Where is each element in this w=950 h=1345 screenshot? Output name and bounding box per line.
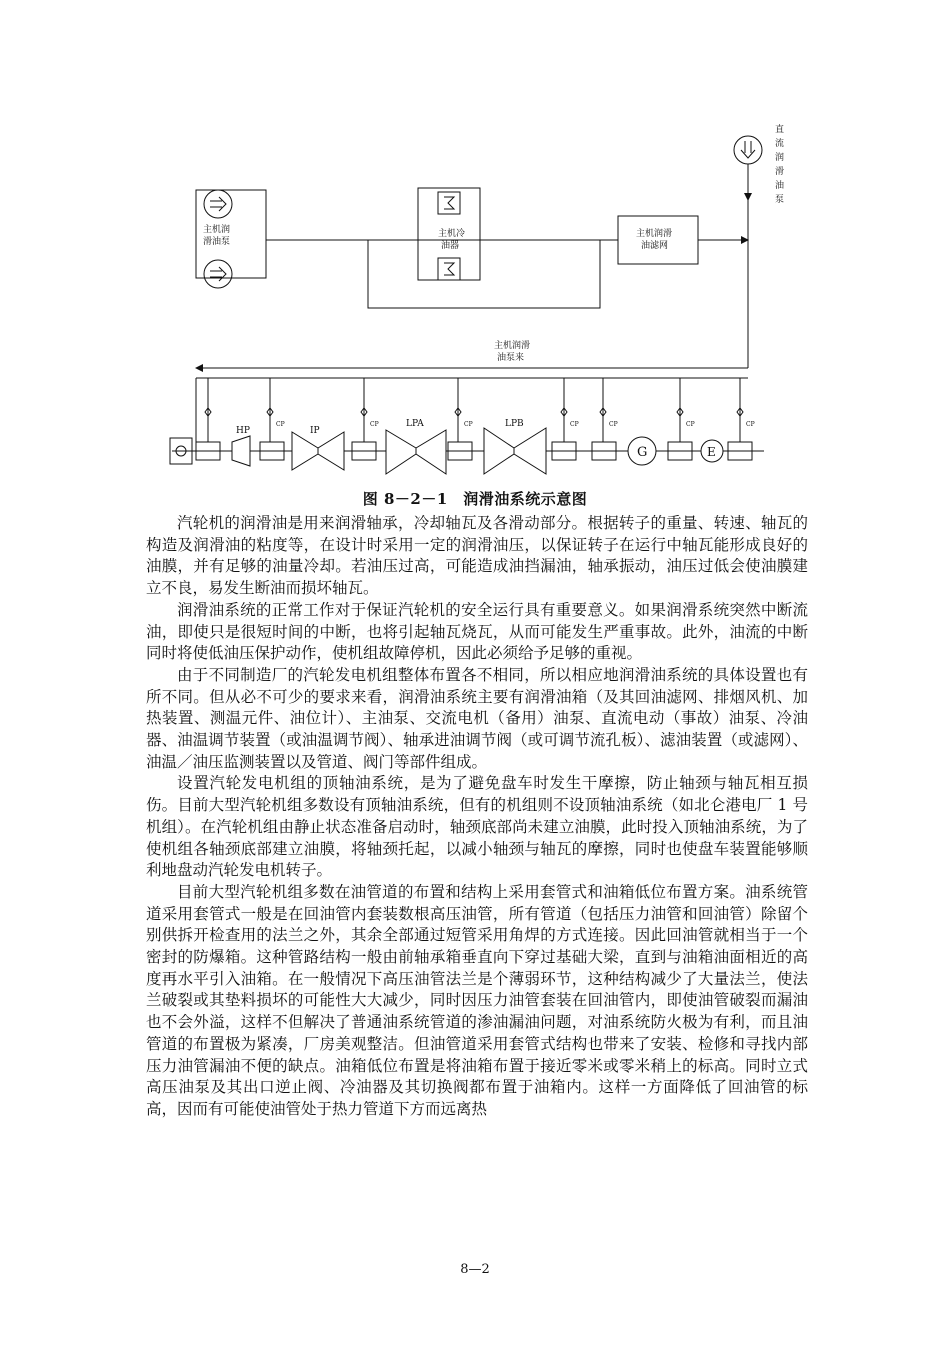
dc-lube-pump-icon — [734, 136, 762, 164]
page-number: 8—2 — [460, 1262, 490, 1277]
unit-lpa-label: LPA — [406, 419, 424, 429]
dc-pump-label-1: 直 — [775, 125, 785, 135]
valve-tag: CP — [276, 421, 285, 428]
unit-ip-label: IP — [310, 426, 320, 436]
cooler-label-2: 油器 — [441, 241, 460, 251]
supply-label-1: 主机润滑 — [494, 341, 531, 351]
dc-pump-label-4: 滑 — [775, 167, 785, 177]
paragraph: 目前大型汽轮机组多数在油管道的布置和结构上采用套管式和油箱低位布置方案。油系统管道采用套管式一般是在回油管内套装数根高压油管，所有管道（包括压力油管和回油管）除留个别供拆开检查用的法兰之外，其余全部通过短管采用角焊的方式连接。因此回油管就相当于一个密封的防爆箱。这种管路结构一般由前轴承箱垂直向下穿过基础大梁，直到与油箱油面相近的高度再水平引入油箱。在一般情况下高压油管法兰是个薄弱环节，这种结构减少了大量法兰，使法兰破裂或其垫料损坏的可能性大大减少，同时因压力油管套装在回油管内，即使油管破裂而漏油也不会外溢，这样不但解决了普通油系统管道的渗油漏油问题，对油系统防火极为有利，而且油管道的布置极为紧凑，厂房美观整洁。但油管道采用套管式结构也带来了安装、检修和寻找内部压力油管漏油不便的缺点。油箱低位布置是将油箱布置于接近零米或零米稍上的标高。同时立式高压油泵及其出口逆止阀、冷油器及其切换阀都布置于油箱内。这样一方面降低了回油管的标高，因而有可能使油管处于热力管道下方而远离热 — [146, 882, 808, 1118]
oil-filter-box — [618, 216, 698, 264]
cooler-icon-top — [438, 192, 460, 214]
main-pump-label-2: 滑油泵 — [203, 237, 231, 247]
unit-g-label: G — [637, 445, 648, 460]
ip-turbine — [292, 432, 344, 470]
unit-lpb-label: LPB — [505, 419, 524, 429]
dc-pump-label-3: 润 — [775, 153, 785, 163]
valve-tag: CP — [746, 421, 755, 428]
lpb-turbine — [484, 428, 546, 474]
paragraph: 汽轮机的润滑油是用来润滑轴承，冷却轴瓦及各滑动部分。根据转子的重量、转速、轴瓦的构造及润滑油的粘度等，在设计时采用一定的润滑油压，以保证转子在运行中轴瓦能形成良好的油膜，并有足够的油量冷却。若油压过高，可能造成油挡漏油，轴承振动，油压过低会使油膜建立不良，易发生断油而损坏轴瓦。 — [146, 514, 808, 598]
filter-label-2: 油滤网 — [641, 241, 669, 251]
dc-pump-label-2: 流 — [775, 139, 785, 149]
unit-e-label: E — [707, 445, 716, 459]
filter-label-1: 主机润滑 — [636, 229, 673, 239]
supply-label-2: 油泵来 — [497, 353, 525, 363]
figure-caption: 图 8－2－1 润滑油系统示意图 — [362, 490, 588, 508]
valve-tag: CP — [464, 421, 473, 428]
hp-turbine — [232, 436, 250, 466]
main-lube-pump-bottom — [204, 260, 232, 288]
branch-lines — [196, 378, 740, 442]
lube-oil-system-diagram — [0, 0, 950, 500]
paragraph: 润滑油系统的正常工作对于保证汽轮机的安全运行具有重要意义。如果润滑系统突然中断流油，即使只是很短时间的中断，也将引起轴瓦烧瓦，从而可能发生严重事故。此外，油流的中断同时将使低油压保护动作，使机组故障停机，因此必须给予足够的重视。 — [146, 600, 808, 663]
cooler-label-1: 主机冷 — [438, 229, 466, 239]
valve-tag: CP — [686, 421, 695, 428]
branch-valves — [205, 408, 743, 416]
valve-tag: CP — [570, 421, 579, 428]
main-pump-label-1: 主机润 — [203, 225, 231, 235]
unit-hp-label: HP — [236, 426, 250, 436]
lpa-turbine — [386, 430, 446, 474]
cooler-icon-bottom — [438, 258, 460, 280]
paragraph: 由于不同制造厂的汽轮发电机组整体布置各不相同，所以相应地润滑油系统的具体设置也有所不同。但从必不可少的要求来看，润滑油系统主要有润滑油箱（及其回油滤网、排烟风机、加热装置、测温元件、油位计）、主油泵、交流电机（备用）油泵、直流电动（事故）油泵、冷油器、油温调节装置（或油温调节阀）、轴承进油调节阀（或可调节流孔板）、滤油装置（或滤网）、油温／油压监测装置以及管道、阀门等部件组成。 — [146, 665, 808, 771]
valve-tag: CP — [370, 421, 379, 428]
paragraph: 设置汽轮发电机组的顶轴油系统，是为了避免盘车时发生干摩擦，防止轴颈与轴瓦相互损伤。目前大型汽轮机组多数设有顶轴油系统，但有的机组则不设顶轴油系统（如北仑港电厂 1 号机组）。在汽轮机组由静止状态准备启动时，轴颈底部尚未建立油膜，此时投入顶轴油系统，为了使机组各轴颈底部建立油膜，将轴颈托起，以减小轴颈与轴瓦的摩擦，同时也使盘车装置能够顺利地盘动汽轮发电机转子。 — [146, 774, 808, 880]
dc-pump-label-6: 泵 — [775, 195, 785, 205]
body-text — [146, 513, 808, 1121]
main-lube-pump-top — [204, 190, 232, 218]
dc-pump-label-5: 油 — [775, 181, 785, 191]
valve-tag: CP — [609, 421, 618, 428]
